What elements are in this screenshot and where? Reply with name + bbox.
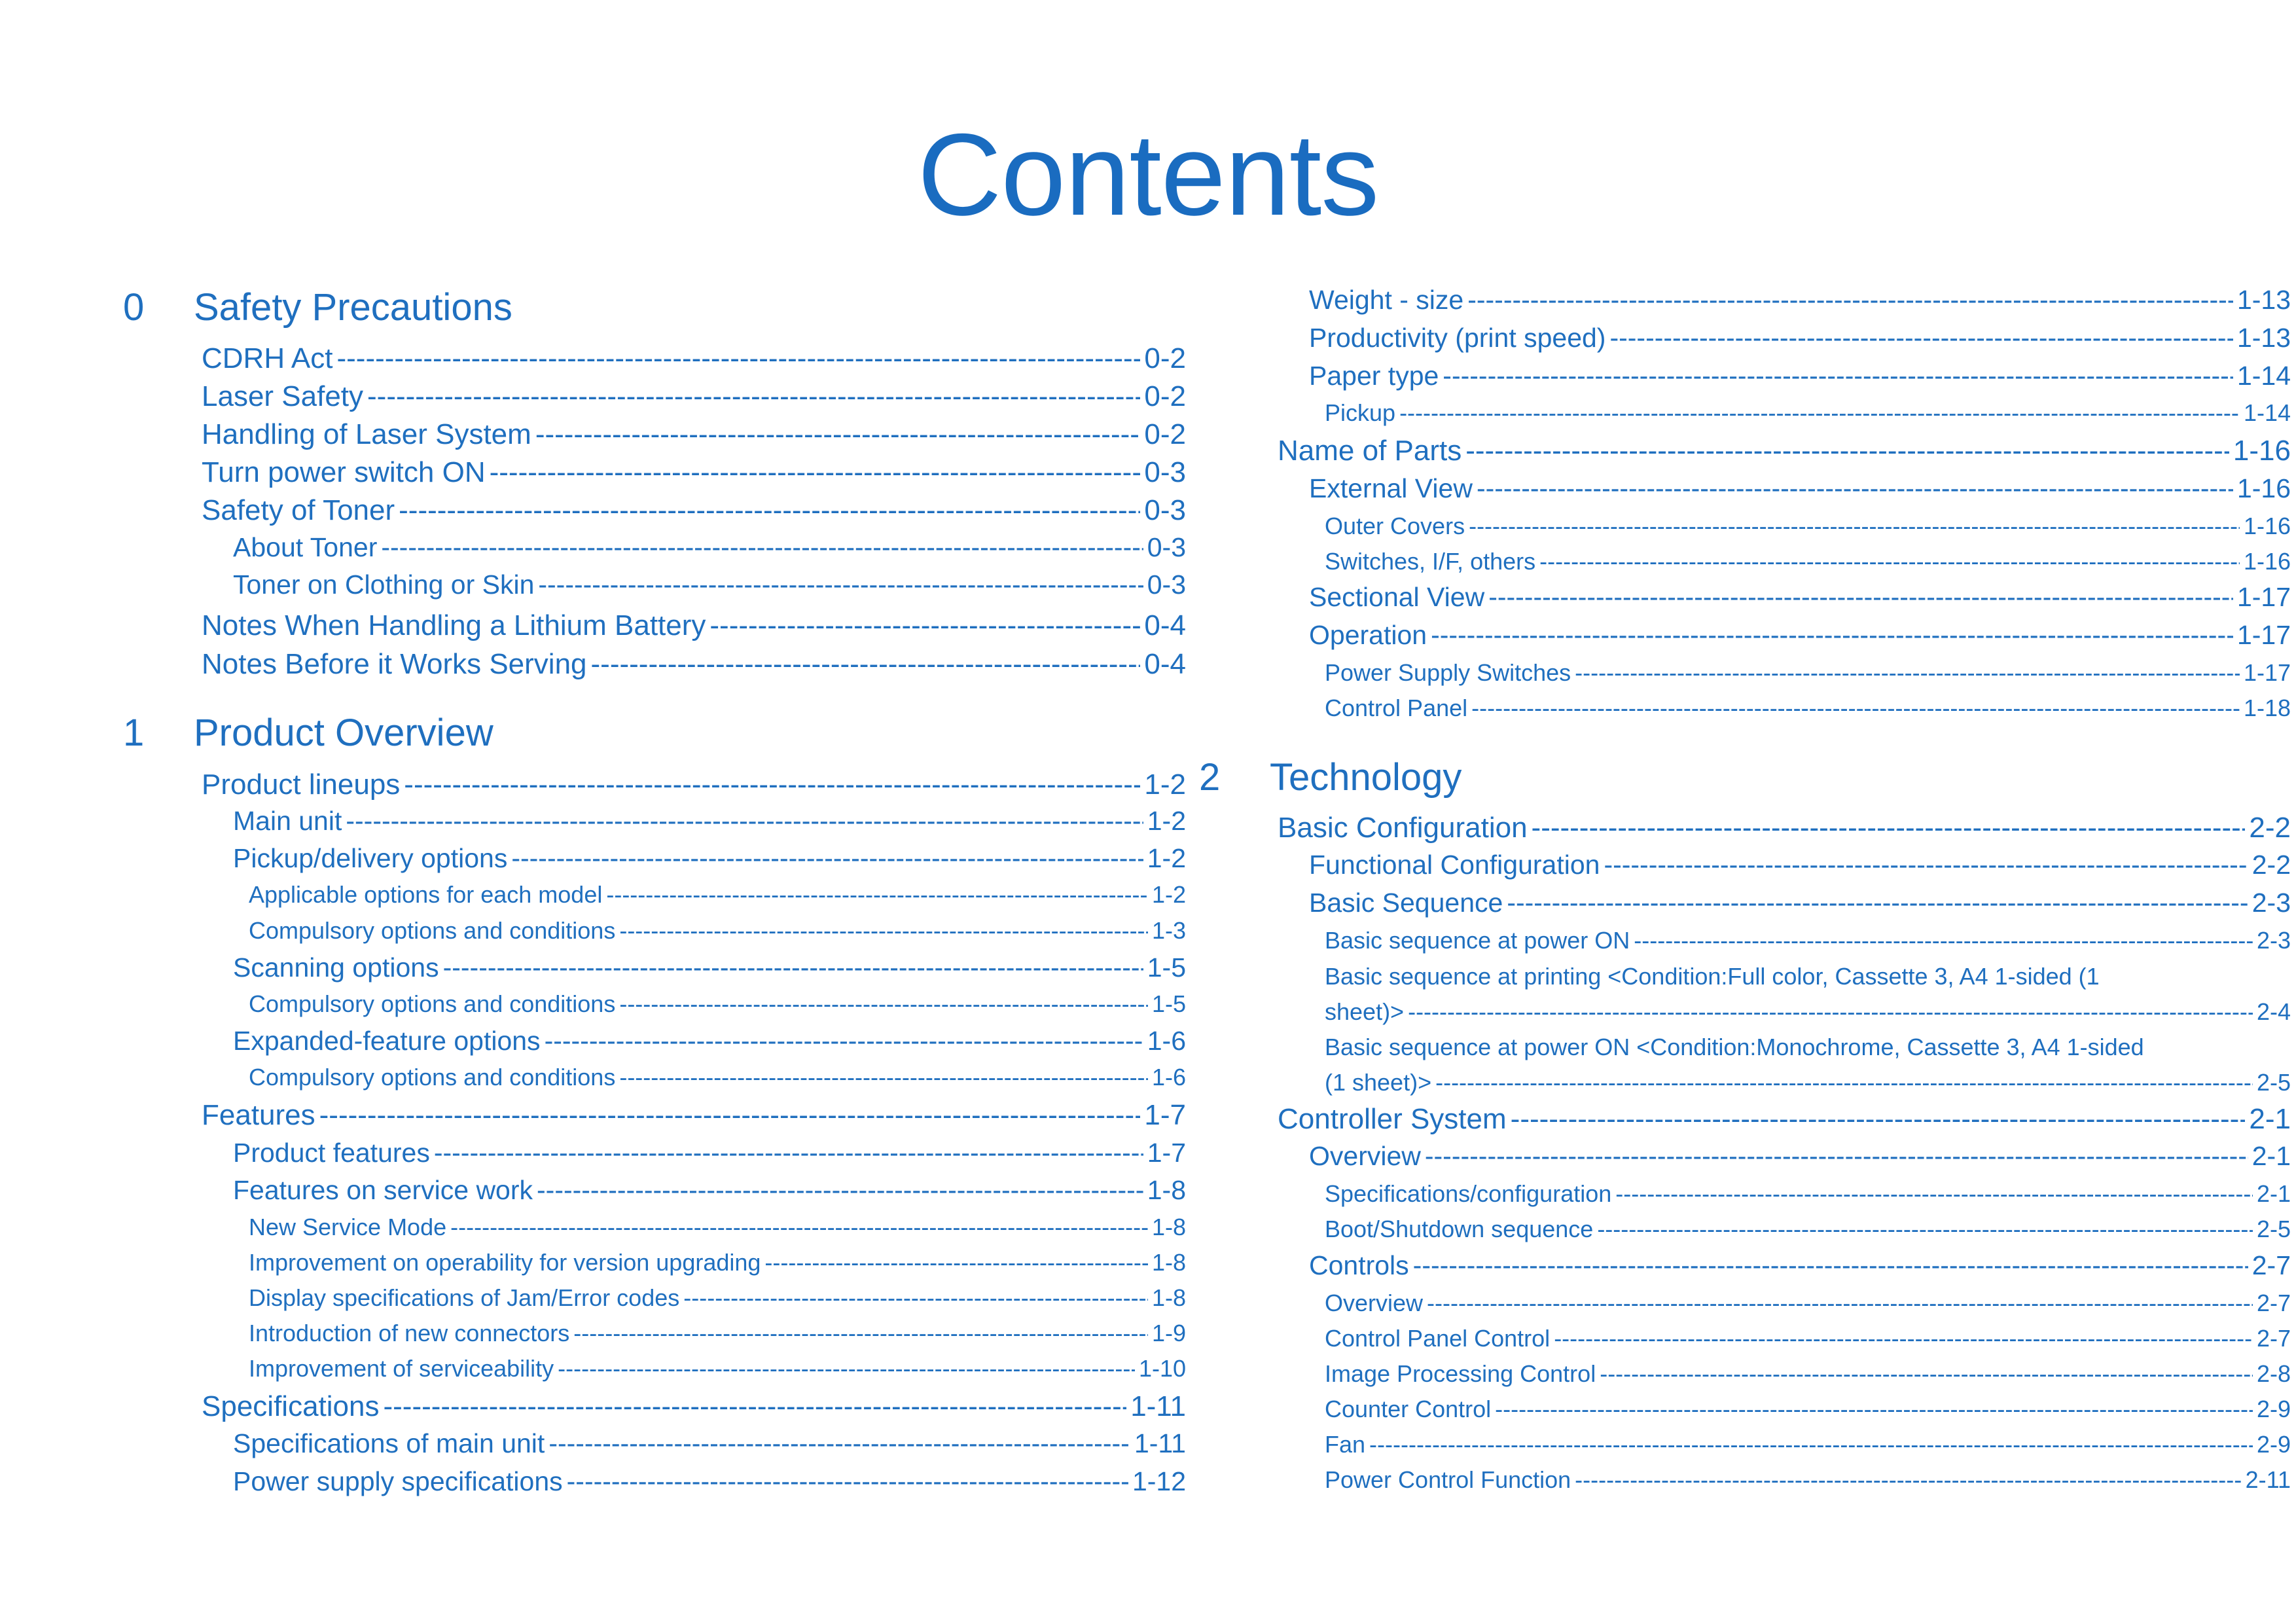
toc-entry[interactable] <box>202 416 1186 454</box>
chapter-title: Safety Precautions <box>194 286 512 329</box>
toc-entry[interactable] <box>1325 395 2291 431</box>
toc-entry[interactable] <box>249 1351 1186 1386</box>
leader-dots <box>490 454 1141 492</box>
toc-entry-page: 1-14 <box>2236 361 2291 391</box>
toc-entry-page: 0-4 <box>1144 609 1186 641</box>
toc-entry[interactable] <box>1309 617 2291 653</box>
leader-dots <box>683 1280 1148 1316</box>
toc-entry[interactable] <box>1278 432 2291 470</box>
toc-entry-label: Productivity (print speed) <box>1309 323 1606 353</box>
chapter-0-heading[interactable] <box>119 281 1101 334</box>
toc-entry-page: 1-11 <box>1130 1390 1186 1422</box>
leader-dots <box>1477 470 2233 507</box>
toc-entry-label: Boot/Shutdown sequence <box>1325 1216 1594 1242</box>
toc-entry-page: 2-8 <box>2256 1360 2291 1387</box>
toc-entry-label: Product features <box>233 1138 430 1168</box>
toc-entry[interactable] <box>233 949 1186 986</box>
toc-entry[interactable] <box>202 1388 1186 1426</box>
toc-entry[interactable] <box>1309 1247 2291 1284</box>
toc-entry[interactable] <box>1325 1065 2291 1100</box>
toc-entry[interactable] <box>1309 846 2291 883</box>
toc-entry-label: Pickup <box>1325 399 1396 426</box>
toc-entry-label: Operation <box>1309 620 1427 650</box>
chapter-title: Technology <box>1270 756 1462 799</box>
toc-entry[interactable] <box>202 1096 1186 1134</box>
toc-entry-label-line1[interactable]: Basic sequence at power ON <Condition:Monochrome, Cassette 3, A4 1-sided <box>1325 1034 2144 1060</box>
page-title: Contents <box>917 109 1379 240</box>
toc-entry[interactable] <box>1325 1462 2291 1498</box>
toc-entry[interactable] <box>202 607 1186 645</box>
chapter-number: 1 <box>123 712 145 754</box>
toc-entry-label: Compulsory options and conditions <box>249 990 616 1017</box>
toc-entry[interactable] <box>202 645 1186 683</box>
toc-entry-page: 2-9 <box>2256 1431 2291 1458</box>
toc-entry[interactable] <box>249 1316 1186 1351</box>
leader-dots <box>434 1134 1143 1171</box>
toc-entry[interactable] <box>1325 1427 2291 1462</box>
leader-dots <box>548 1425 1130 1462</box>
leader-dots <box>1634 923 2253 958</box>
leader-dots <box>1467 281 2233 318</box>
toc-entry-label: Handling of Laser System <box>202 418 531 450</box>
toc-entry[interactable] <box>233 803 1186 839</box>
toc-entry[interactable] <box>1325 1356 2291 1392</box>
toc-entry-label: Power supply specifications <box>233 1466 563 1496</box>
toc-entry-label: Applicable options for each model <box>249 881 603 908</box>
toc-entry[interactable] <box>249 1060 1186 1095</box>
leader-dots <box>606 877 1148 912</box>
toc-entry[interactable] <box>1325 1321 2291 1356</box>
toc-entry-page: 2-1 <box>2251 1141 2291 1171</box>
leader-dots <box>1539 544 2240 579</box>
toc-entry-page: 2-2 <box>2251 850 2291 880</box>
toc-entry[interactable] <box>233 529 1186 566</box>
toc-entry[interactable] <box>249 1210 1186 1245</box>
toc-entry[interactable] <box>233 1134 1186 1171</box>
leader-dots <box>567 1463 1128 1500</box>
toc-entry-label: Laser Safety <box>202 380 364 412</box>
toc-entry-label: Display specifications of Jam/Error codes <box>249 1284 680 1311</box>
leader-dots <box>709 607 1140 645</box>
toc-entry[interactable] <box>233 1463 1186 1500</box>
toc-entry-page: 1-13 <box>2236 285 2291 315</box>
toc-entry-label: Improvement on operability for version upgrading <box>249 1249 761 1276</box>
toc-entry-label: Turn power switch ON <box>202 456 486 488</box>
leader-dots <box>619 986 1148 1022</box>
leader-dots <box>619 913 1148 948</box>
toc-entry-page: 1-2 <box>1151 881 1186 908</box>
leader-dots <box>591 645 1141 683</box>
leader-dots <box>1471 691 2240 726</box>
toc-entry-label: Image Processing Control <box>1325 1360 1596 1387</box>
toc-entry-page: 1-18 <box>2243 695 2291 721</box>
toc-entry-page: 1-6 <box>1151 1064 1186 1091</box>
toc-entry[interactable] <box>202 378 1186 416</box>
toc-entry[interactable] <box>1309 357 2291 394</box>
toc-entry-label: Expanded-feature options <box>233 1026 541 1056</box>
toc-entry-page: 2-2 <box>2249 812 2291 844</box>
toc-entry-label: New Service Mode <box>249 1214 447 1240</box>
toc-entry-page: 2-5 <box>2256 1216 2291 1242</box>
toc-entry-label: Main unit <box>233 806 342 836</box>
chapter-number: 0 <box>123 286 145 329</box>
toc-entry-page: 2-3 <box>2251 888 2291 918</box>
toc-entry-label: Specifications <box>202 1390 380 1422</box>
leader-dots <box>1575 1462 2241 1498</box>
leader-dots <box>573 1316 1148 1351</box>
toc-entry-label-line1[interactable]: Basic sequence at printing <Condition:Full color, Cassette 3, A4 1-sided (1 <box>1325 963 2100 990</box>
toc-entry-page: 2-1 <box>2249 1103 2291 1135</box>
toc-entry-label: Basic Sequence <box>1309 888 1503 918</box>
leader-dots <box>1435 1065 2253 1100</box>
leader-dots <box>1511 1100 2246 1138</box>
leader-dots <box>1609 319 2233 356</box>
toc-entry-page: 2-3 <box>2256 927 2291 954</box>
toc-entry-page: 2-1 <box>2256 1180 2291 1207</box>
toc-entry[interactable] <box>1325 1286 2291 1321</box>
toc-entry-label: Fan <box>1325 1431 1366 1458</box>
leader-dots <box>1425 1138 2248 1174</box>
toc-entry[interactable] <box>249 1245 1186 1280</box>
toc-entry-label: Pickup/delivery options <box>233 843 508 873</box>
toc-entry-label: Outer Covers <box>1325 513 1465 539</box>
chapter-2-heading[interactable] <box>1195 751 2177 804</box>
toc-entry-page: 1-7 <box>1147 1138 1186 1168</box>
toc-entry[interactable] <box>233 840 1186 876</box>
toc-entry-page: 1-5 <box>1151 990 1186 1017</box>
toc-entry-page: 2-7 <box>2256 1290 2291 1316</box>
toc-entry-page: 1-16 <box>2243 548 2291 575</box>
leader-dots <box>1532 809 2246 847</box>
toc-entry-page: 1-17 <box>2236 620 2291 650</box>
toc-entry-label: Scanning options <box>233 952 439 983</box>
toc-entry[interactable] <box>249 1280 1186 1316</box>
leader-dots <box>1604 846 2248 883</box>
toc-entry-label: Features <box>202 1099 315 1131</box>
toc-entry[interactable] <box>233 1425 1186 1462</box>
toc-entry[interactable] <box>1309 319 2291 356</box>
toc-entry[interactable] <box>233 1172 1186 1208</box>
toc-entry[interactable] <box>1309 1138 2291 1174</box>
toc-entry-label: About Toner <box>233 532 378 562</box>
toc-entry-label: Control Panel <box>1325 695 1468 721</box>
leader-dots <box>619 1060 1148 1095</box>
leader-dots <box>545 1022 1143 1059</box>
leader-dots <box>1469 509 2240 544</box>
toc-entry[interactable] <box>1309 579 2291 615</box>
toc-entry-label: Basic Configuration <box>1278 812 1528 844</box>
leader-dots <box>1575 655 2240 691</box>
toc-entry[interactable] <box>1309 470 2291 507</box>
toc-entry[interactable] <box>202 454 1186 492</box>
toc-entry-label: (1 sheet)> <box>1325 1069 1432 1096</box>
toc-entry[interactable] <box>233 566 1186 603</box>
toc-entry-label: Controls <box>1309 1250 1409 1280</box>
leader-dots <box>764 1245 1148 1280</box>
leader-dots <box>1431 617 2233 653</box>
leader-dots <box>1408 994 2253 1030</box>
toc-entry-page: 2-11 <box>2245 1466 2291 1493</box>
toc-entry[interactable] <box>1278 1100 2291 1138</box>
leader-dots <box>404 766 1140 804</box>
toc-entry-page: 1-7 <box>1144 1099 1186 1131</box>
toc-entry-label: Compulsory options and conditions <box>249 1064 616 1091</box>
toc-entry-page: 2-5 <box>2256 1069 2291 1096</box>
leader-dots <box>1554 1321 2253 1356</box>
toc-entry[interactable] <box>249 877 1186 912</box>
leader-dots <box>1488 579 2233 615</box>
leader-dots <box>1427 1286 2253 1321</box>
toc-entry-page: 1-8 <box>1151 1284 1186 1311</box>
toc-entry-page: 1-17 <box>2243 659 2291 686</box>
toc-entry[interactable] <box>1325 1212 2291 1247</box>
toc-entry-label: Overview <box>1325 1290 1424 1316</box>
toc-entry-page: 0-3 <box>1147 569 1186 600</box>
toc-entry-page: 1-16 <box>2243 513 2291 539</box>
leader-dots <box>1615 1176 2253 1212</box>
toc-entry[interactable] <box>1325 544 2291 579</box>
toc-entry-page: 1-8 <box>1147 1175 1186 1205</box>
toc-entry[interactable] <box>1309 884 2291 921</box>
leader-dots <box>443 949 1143 986</box>
toc-entry[interactable] <box>1325 655 2291 691</box>
toc-entry-page: 1-11 <box>1134 1428 1186 1458</box>
toc-entry[interactable] <box>249 986 1186 1022</box>
toc-entry-page: 1-12 <box>1132 1466 1186 1496</box>
toc-entry[interactable] <box>1325 923 2291 958</box>
chapter-number: 2 <box>1199 756 1221 799</box>
toc-entry-label: Functional Configuration <box>1309 850 1600 880</box>
toc-entry-page: 1-6 <box>1147 1026 1186 1056</box>
toc-entry-label: Name of Parts <box>1278 435 1462 467</box>
toc-entry-page: 2-7 <box>2251 1250 2291 1280</box>
toc-entry-page: 1-2 <box>1147 843 1186 873</box>
leader-dots <box>336 340 1140 378</box>
leader-dots <box>1399 395 2240 431</box>
toc-entry-page: 1-16 <box>2233 435 2291 467</box>
leader-dots <box>1369 1427 2253 1462</box>
toc-entry-page: 1-10 <box>1138 1355 1186 1382</box>
leader-dots <box>450 1210 1148 1245</box>
toc-entry[interactable] <box>1309 281 2291 318</box>
toc-entry[interactable] <box>202 766 1186 804</box>
leader-dots <box>1600 1356 2253 1392</box>
chapter-title: Product Overview <box>194 712 493 754</box>
toc-entry-page: 1-2 <box>1147 806 1186 836</box>
toc-entry-label: Basic sequence at power ON <box>1325 927 1630 954</box>
toc-entry-page: 2-9 <box>2256 1396 2291 1422</box>
leader-dots <box>511 840 1143 876</box>
leader-dots <box>383 1388 1126 1426</box>
leader-dots <box>319 1096 1141 1134</box>
toc-entry-label: External View <box>1309 473 1473 503</box>
leader-dots <box>399 492 1140 530</box>
leader-dots <box>1443 357 2233 394</box>
toc-entry-page: 1-2 <box>1144 768 1186 801</box>
toc-entry-page: 0-4 <box>1144 648 1186 680</box>
toc-entry[interactable] <box>202 492 1186 530</box>
toc-entry[interactable] <box>249 913 1186 948</box>
toc-entry[interactable] <box>1278 809 2291 847</box>
toc-entry-label: Product lineups <box>202 768 401 801</box>
leader-dots <box>367 378 1140 416</box>
leader-dots <box>1465 432 2229 470</box>
toc-entry-label: Control Panel Control <box>1325 1325 1551 1352</box>
toc-entry-label: Power Control Function <box>1325 1466 1571 1493</box>
toc-entry-page: 0-2 <box>1144 418 1186 450</box>
leader-dots <box>535 416 1141 454</box>
toc-entry-label: Counter Control <box>1325 1396 1492 1422</box>
toc-entry[interactable] <box>1325 1176 2291 1212</box>
toc-entry-page: 1-8 <box>1151 1214 1186 1240</box>
toc-entry-page: 0-3 <box>1144 456 1186 488</box>
leader-dots <box>381 529 1143 566</box>
toc-entry[interactable] <box>233 1022 1186 1059</box>
leader-dots <box>1495 1392 2253 1427</box>
toc-entry-label: Introduction of new connectors <box>249 1320 570 1346</box>
toc-entry[interactable] <box>1325 1392 2291 1427</box>
toc-entry-label: Notes When Handling a Lithium Battery <box>202 609 706 641</box>
toc-entry-page: 0-2 <box>1144 380 1186 412</box>
toc-entry-page: 2-7 <box>2256 1325 2291 1352</box>
toc-entry[interactable] <box>1325 691 2291 726</box>
toc-entry-label: Weight - size <box>1309 285 1464 315</box>
toc-entry-page: 2-4 <box>2256 998 2291 1025</box>
toc-entry[interactable] <box>1325 509 2291 544</box>
toc-entry-label: sheet)> <box>1325 998 1405 1025</box>
toc-entry-label: Paper type <box>1309 361 1439 391</box>
chapter-1-heading[interactable] <box>119 707 1101 759</box>
toc-entry-page: 0-2 <box>1144 342 1186 374</box>
toc-entry-page: 1-3 <box>1151 917 1186 944</box>
leader-dots <box>346 803 1143 839</box>
toc-entry-page: 1-13 <box>2236 323 2291 353</box>
toc-entry-label: Compulsory options and conditions <box>249 917 616 944</box>
leader-dots <box>1413 1247 2248 1284</box>
leader-dots <box>1597 1212 2253 1247</box>
toc-entry[interactable] <box>202 340 1186 378</box>
toc-entry-label: Controller System <box>1278 1103 1507 1135</box>
toc-entry-label: Switches, I/F, others <box>1325 548 1536 575</box>
toc-entry-label: Notes Before it Works Serving <box>202 648 587 680</box>
toc-entry-page: 0-3 <box>1147 532 1186 562</box>
toc-entry-page: 1-17 <box>2236 582 2291 612</box>
toc-entry-label: Specifications of main unit <box>233 1428 545 1458</box>
toc-entry[interactable] <box>1325 994 2291 1030</box>
toc-entry-label: Improvement of serviceability <box>249 1355 554 1382</box>
toc-entry-page: 1-9 <box>1151 1320 1186 1346</box>
toc-entry-label: Overview <box>1309 1141 1421 1171</box>
toc-entry-label: Features on service work <box>233 1175 533 1205</box>
toc-entry-page: 1-5 <box>1147 952 1186 983</box>
leader-dots <box>537 1172 1143 1208</box>
toc-entry-page: 1-16 <box>2236 473 2291 503</box>
toc-entry-label: Toner on Clothing or Skin <box>233 569 535 600</box>
toc-entry-page: 1-14 <box>2243 399 2291 426</box>
toc-entry-label: Sectional View <box>1309 582 1485 612</box>
leader-dots <box>558 1351 1135 1386</box>
toc-entry-label: Specifications/configuration <box>1325 1180 1612 1207</box>
toc-entry-label: CDRH Act <box>202 342 333 374</box>
leader-dots <box>1507 884 2248 921</box>
leader-dots <box>538 566 1143 603</box>
toc-entry-page: 1-8 <box>1151 1249 1186 1276</box>
toc-entry-label: Safety of Toner <box>202 494 395 526</box>
toc-entry-label: Power Supply Switches <box>1325 659 1571 686</box>
toc-entry-page: 0-3 <box>1144 494 1186 526</box>
